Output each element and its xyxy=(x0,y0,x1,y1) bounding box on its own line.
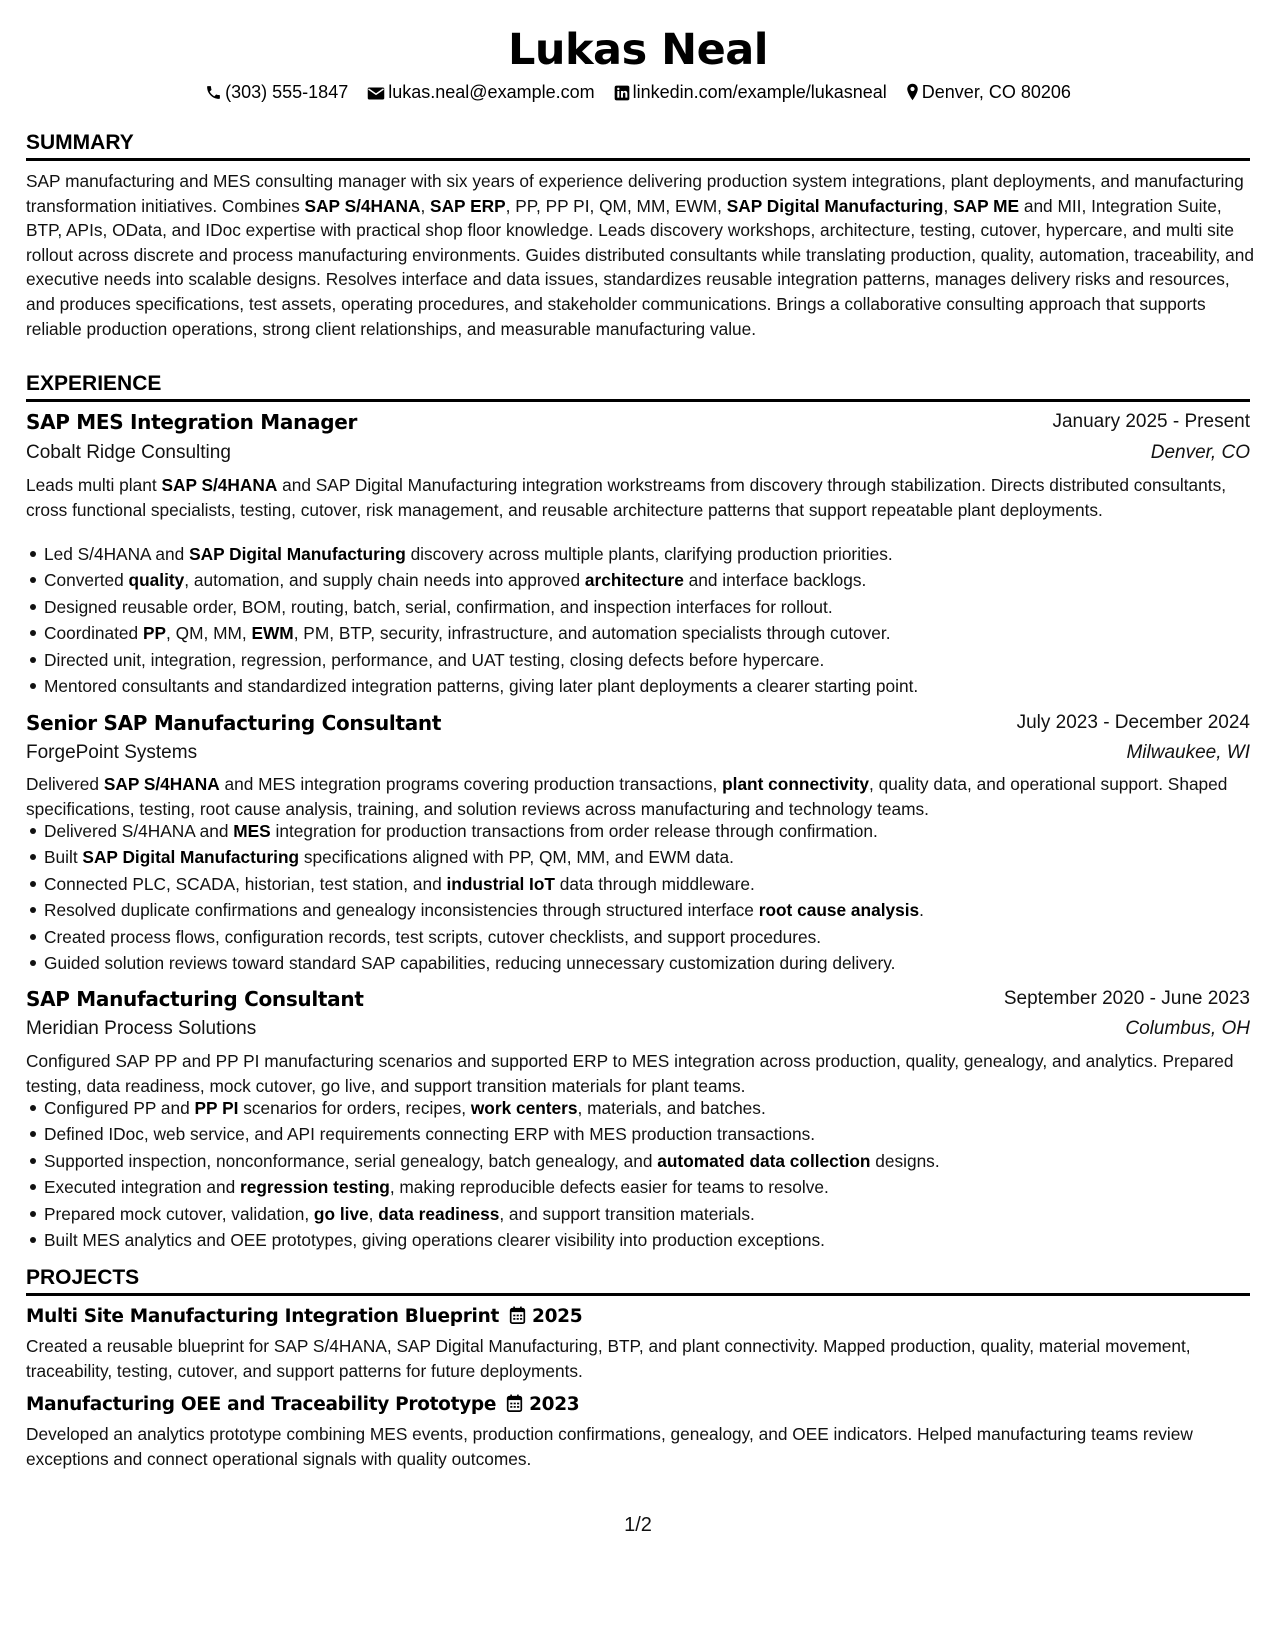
text-run: SAP manufacturing and MES consulting manager with six years of experience delivering production system integrations, plant deployments, and manufacturing transformation initiatives. Combines xyxy=(26,171,1244,216)
project-title-row xyxy=(26,1304,582,1330)
job-dates: July 2023 - December 2024 xyxy=(1016,712,1250,733)
bold-keyword: SAP Digital Manufacturing xyxy=(189,544,406,564)
project-title-row xyxy=(26,1392,579,1418)
bold-keyword: root cause analysis xyxy=(758,900,920,921)
bold-keyword: SAP Digital Manufacturing xyxy=(726,195,944,216)
envelope-icon xyxy=(367,86,385,101)
job-dates: January 2025 - Present xyxy=(1052,411,1250,432)
text-run: Resolved duplicate confirmations and genealogy inconsistencies through structured interface xyxy=(44,900,759,921)
calendar-icon xyxy=(509,1306,526,1325)
project-description: Developed an analytics prototype combining MES events, production confirmations, genealogy, and OEE indicators. Helped manufacturing teams review exceptions and connect operational signals with quality outcomes. xyxy=(26,1424,1193,1469)
job-dates: September 2020 - June 2023 xyxy=(1003,988,1250,1009)
job-bullets xyxy=(26,818,1250,976)
project-year: 2023 xyxy=(529,1394,580,1415)
text-run: and SAP Digital Manufacturing integration workstreams from discovery through stabilization. Directs distributed consultants, cross functional specialists, testing, cutover, risk management, and reusable architecture patterns that support repeatable plant deployments. xyxy=(26,475,1227,520)
bold-keyword: SAP S/4HANA xyxy=(304,195,421,216)
job-location: Denver, CO xyxy=(1150,442,1250,463)
bold-keyword: plant connectivity xyxy=(722,774,870,794)
text-run: Prepared mock cutover, validation, xyxy=(44,1203,314,1224)
section-title-projects: PROJECTS xyxy=(26,1265,1250,1296)
text-run: Built xyxy=(44,847,83,868)
text-run: specifications aligned with PP, QM, MM, and EWM data. xyxy=(299,847,734,868)
contact-linkedin[interactable] xyxy=(614,79,887,105)
bullet-item xyxy=(26,673,1250,699)
text-run: Defined IDoc, web service, and API requirements connecting ERP with MES production transactions. xyxy=(44,1124,816,1145)
text-run: , and support transition materials. xyxy=(499,1203,755,1224)
bullet-item xyxy=(26,1174,1250,1200)
text-run: Led S/4HANA and xyxy=(44,544,190,564)
bullet-item xyxy=(26,1201,1250,1227)
bold-keyword: automated data collection xyxy=(657,1150,871,1171)
text-run: data through middleware. xyxy=(554,873,755,894)
bold-keyword: SAP S/4HANA xyxy=(103,774,220,794)
text-run: Delivered S/4HANA and xyxy=(44,821,234,841)
section-title-summary: SUMMARY xyxy=(26,130,1250,161)
bullet-item xyxy=(26,897,1250,923)
text-run: designs. xyxy=(870,1150,940,1171)
text-run: Leads multi plant xyxy=(26,475,162,495)
text-run: , quality data, and operational support. Shaped specifications, testing, root cause analysis, training, and solution reviews across manufacturing and technology teams. xyxy=(26,774,1228,819)
bold-keyword: industrial IoT xyxy=(446,873,555,894)
text-run: and MES integration programs covering production transactions, xyxy=(219,774,723,794)
calendar-icon xyxy=(506,1394,523,1413)
bold-keyword: regression testing xyxy=(240,1177,390,1198)
job-bullets xyxy=(26,541,1250,699)
bullet-item xyxy=(26,594,1250,620)
bullet-item xyxy=(26,1121,1250,1147)
bullet-item xyxy=(26,1148,1250,1174)
job-title: SAP MES Integration Manager xyxy=(26,410,358,434)
text-run: , QM, MM, xyxy=(166,623,252,644)
text-run: Designed reusable order, BOM, routing, batch, serial, confirmation, and inspection interfaces for rollout. xyxy=(44,596,833,617)
bold-keyword: EWM xyxy=(251,623,294,644)
bold-keyword: PP xyxy=(142,623,167,644)
bullet-item xyxy=(26,871,1250,897)
bullet-item xyxy=(26,567,1250,593)
bold-keyword: MES xyxy=(233,821,271,841)
bold-keyword: SAP S/4HANA xyxy=(161,475,278,495)
summary-text xyxy=(26,169,1254,341)
company-name: ForgePoint Systems xyxy=(26,742,198,763)
text-run: Built MES analytics and OEE prototypes, giving operations clearer visibility into production exceptions. xyxy=(44,1230,825,1251)
project-description: Created a reusable blueprint for SAP S/4HANA, SAP Digital Manufacturing, BTP, and plant connectivity. Mapped production, quality, material movement, traceability, testing, cutover, and support patterns for future deployments. xyxy=(26,1336,1191,1381)
text-run: Created process flows, configuration records, test scripts, cutover checklists, and support procedures. xyxy=(44,926,822,947)
text-run: , xyxy=(420,195,431,216)
job-location: Columbus, OH xyxy=(1125,1018,1250,1039)
text-run: , automation, and supply chain needs into approved xyxy=(184,570,585,591)
bold-keyword: quality xyxy=(128,570,185,591)
bold-keyword: work centers xyxy=(470,1098,578,1118)
resume-page xyxy=(26,0,1254,1650)
job-description xyxy=(26,1049,1254,1098)
project-title: Manufacturing OEE and Traceability Prototype xyxy=(26,1394,497,1415)
project-year: 2025 xyxy=(532,1306,583,1327)
text-run: Directed unit, integration, regression, performance, and UAT testing, closing defects before hypercare. xyxy=(44,649,825,670)
text-run: scenarios for orders, recipes, xyxy=(238,1098,471,1118)
contact-line xyxy=(26,79,1250,105)
text-run: . xyxy=(919,900,924,921)
job-location: Milwaukee, WI xyxy=(1126,742,1250,763)
bullet-item xyxy=(26,1227,1250,1253)
job-title: Senior SAP Manufacturing Consultant xyxy=(26,711,442,735)
linkedin-icon xyxy=(614,85,630,101)
text-run: Executed integration and xyxy=(44,1177,240,1198)
bold-keyword: SAP Digital Manufacturing xyxy=(82,847,300,868)
bullet-item xyxy=(26,1095,1250,1121)
text-run: Delivered xyxy=(26,774,104,794)
email-text: lukas.neal@example.com xyxy=(388,82,595,102)
location-text: Denver, CO 80206 xyxy=(921,82,1071,102)
bullet-item xyxy=(26,844,1250,870)
bullet-item xyxy=(26,541,1250,567)
company-name: Cobalt Ridge Consulting xyxy=(26,442,231,463)
map-pin-icon xyxy=(906,83,919,101)
contact-phone[interactable] xyxy=(205,79,348,105)
text-run: integration for production transactions from order release through confirmation. xyxy=(270,821,878,841)
text-run: , xyxy=(368,1203,379,1224)
job-title: SAP Manufacturing Consultant xyxy=(26,987,364,1011)
phone-text: (303) 555-1847 xyxy=(225,82,349,102)
bold-keyword: PP PI xyxy=(194,1098,239,1118)
project-title: Multi Site Manufacturing Integration Blueprint xyxy=(26,1306,499,1327)
text-run: Guided solution reviews toward standard SAP capabilities, reducing unnecessary customization during delivery. xyxy=(44,953,896,974)
text-run: Coordinated xyxy=(44,623,143,644)
text-run: Connected PLC, SCADA, historian, test station, and xyxy=(44,873,447,894)
contact-location xyxy=(906,79,1071,105)
text-run: discovery across multiple plants, clarifying production priorities. xyxy=(405,544,893,564)
bold-keyword: SAP ME xyxy=(953,195,1020,216)
bold-keyword: architecture xyxy=(584,570,684,591)
text-run: Converted xyxy=(44,570,129,591)
company-name: Meridian Process Solutions xyxy=(26,1018,257,1039)
job-bullets xyxy=(26,1095,1250,1253)
text-run: , xyxy=(943,195,954,216)
page-number: 1/2 xyxy=(624,1514,652,1536)
text-run: Configured PP and xyxy=(44,1098,195,1118)
bullet-item xyxy=(26,620,1250,646)
text-run: , materials, and batches. xyxy=(577,1098,766,1118)
text-run: Mentored consultants and standardized integration patterns, giving later plant deployments a clearer starting point. xyxy=(44,676,919,697)
text-run: Supported inspection, nonconformance, serial genealogy, batch genealogy, and xyxy=(44,1150,658,1171)
text-run: and interface backlogs. xyxy=(683,570,867,591)
contact-email[interactable] xyxy=(367,79,594,105)
bold-keyword: go live xyxy=(313,1203,369,1224)
bullet-item xyxy=(26,647,1250,673)
job-description xyxy=(26,473,1254,522)
text-run: Configured SAP PP and PP PI manufacturing scenarios and supported ERP to MES integration across production, quality, genealogy, and analytics. Prepared testing, data readiness, mock cutover, go live, and support transition materials for plant teams. xyxy=(26,1051,1234,1096)
candidate-name: Lukas Neal xyxy=(507,25,769,75)
job-description xyxy=(26,772,1254,821)
phone-icon xyxy=(205,84,222,101)
bullet-item xyxy=(26,818,1250,844)
text-run: , making reproducible defects easier for teams to resolve. xyxy=(389,1177,829,1198)
text-run: , PP, PP PI, QM, MM, EWM, xyxy=(505,195,727,216)
text-run: and MII, Integration Suite, BTP, APIs, OData, and IDoc expertise with practical shop floor knowledge. Leads discovery workshops, architecture, testing, cutover, hypercare, and multi site rollout across discrete and process manufacturing environments. Guides distributed consultants while translating production, quality, automation, traceability, and executive needs into scalable designs. Resolves interface and data issues, standardizes reusable integration patterns, manages delivery risks and resources, and produces specifications, test assets, operating procedures, and stakeholder communications. Brings a collaborative consulting approach that supports reliable production operations, strong client relationships, and measurable manufacturing value. xyxy=(26,195,1254,339)
bold-keyword: SAP ERP xyxy=(430,195,506,216)
text-run: , PM, BTP, security, infrastructure, and automation specialists through cutover. xyxy=(293,623,891,644)
linkedin-text: linkedin.com/example/lukasneal xyxy=(632,82,887,102)
bullet-item xyxy=(26,924,1250,950)
section-title-experience: EXPERIENCE xyxy=(26,371,1250,402)
bullet-item xyxy=(26,950,1250,976)
bold-keyword: data readiness xyxy=(378,1203,500,1224)
